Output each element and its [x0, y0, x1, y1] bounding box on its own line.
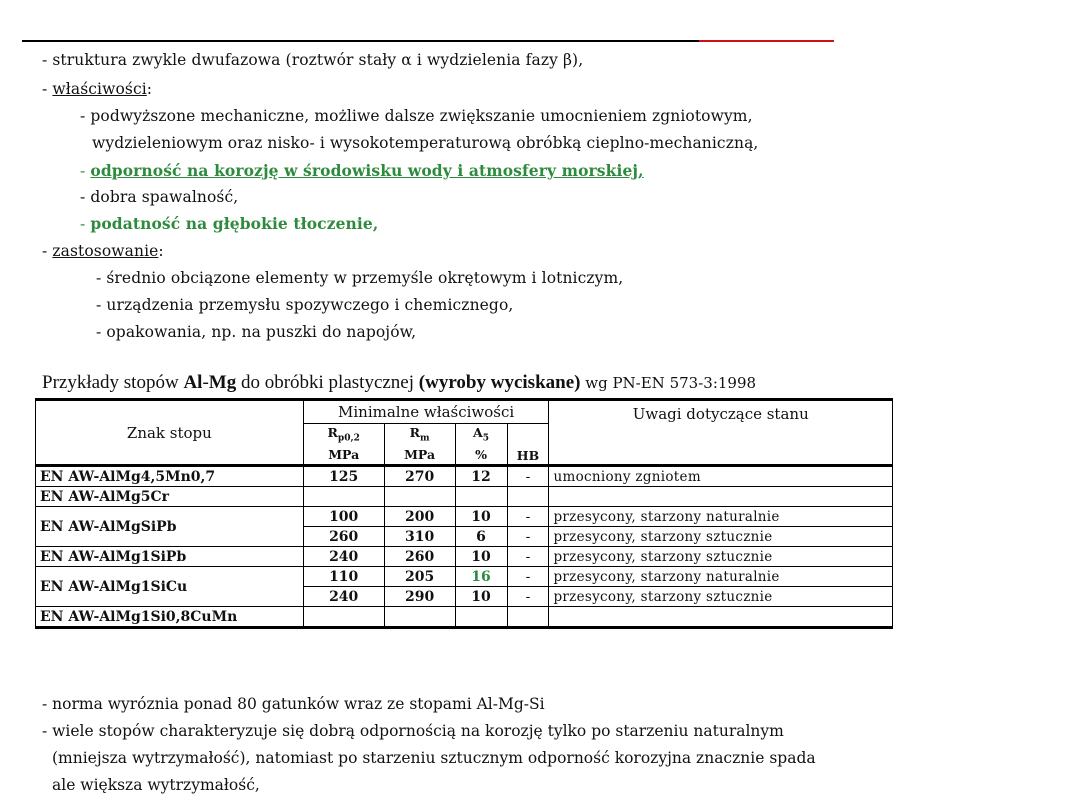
- state-note: [549, 487, 893, 507]
- rp-value: 260: [303, 527, 384, 547]
- footer-line-1: - norma wyróznia ponad 80 gatunków wraz ze stopami Al-Mg-Si: [42, 695, 545, 713]
- state-note: przesycony, starzony sztucznie: [549, 527, 893, 547]
- rm-value: 205: [384, 567, 455, 587]
- rm-value: 270: [384, 466, 455, 487]
- application-heading: [42, 241, 164, 261]
- title-mg: Mg: [208, 372, 237, 393]
- header-notes: Uwagi dotyczące stanu: [549, 400, 893, 466]
- footer-line-3: (mniejsza wytrzymałość), natomiast po starzeniu sztucznym odporność korozyjna znacznie spada: [52, 749, 816, 767]
- rm-value: 200: [384, 507, 455, 527]
- rp-value: 125: [303, 466, 384, 487]
- corrosion-text: odporność na korozję w środowisku wody i atmosfery morskiej,: [90, 161, 644, 180]
- table-row: [36, 547, 893, 567]
- footer-line-4: ale większa wytrzymałość,: [52, 776, 260, 794]
- hb-value: -: [507, 527, 549, 547]
- state-note: przesycony, starzony naturalnie: [549, 567, 893, 587]
- header-rm: $R_m$ MPa: [384, 424, 455, 466]
- bullet: -: [42, 242, 53, 260]
- a5-value: [455, 487, 507, 507]
- a5-value: 16: [455, 567, 507, 587]
- rp-value: 240: [303, 547, 384, 567]
- application-item-3: - opakowania, np. na puszki do napojów,: [96, 323, 417, 341]
- bullet: -: [42, 80, 53, 98]
- header-rp: $R_{p0,2}$ MPa: [303, 424, 384, 466]
- alloy-name: EN AW-AlMg1Si0,8CuMn: [36, 607, 304, 628]
- table-title: [42, 372, 756, 394]
- rm-value: [384, 487, 455, 507]
- a5-value: 10: [455, 507, 507, 527]
- table-row: [36, 507, 893, 527]
- header-min-properties: Minimalne właściwości: [303, 400, 549, 424]
- rm-value: 290: [384, 587, 455, 607]
- hb-value: -: [507, 587, 549, 607]
- table-title-norm: wg PN-EN 573-3:1998: [580, 374, 757, 392]
- a5-value: 10: [455, 547, 507, 567]
- footer-line-2: - wiele stopów charakteryzuje się dobrą odpornością na korozję tylko po starzeniu naturalnym: [42, 722, 784, 740]
- alloy-table: [35, 398, 893, 629]
- application-label: zastosowanie: [52, 242, 159, 260]
- hb-value: -: [507, 547, 549, 567]
- bullet: -: [80, 162, 91, 180]
- rp-value: [303, 487, 384, 507]
- hb-value: [507, 607, 549, 628]
- structure-line: - struktura zwykle dwufazowa (roztwór stały α i wydzielenia fazy β),: [42, 51, 584, 69]
- mechanical-line-2: wydzieleniowym oraz nisko- i wysokotemperaturową obróbką cieplno-mechaniczną,: [92, 134, 759, 152]
- table-row: [36, 607, 893, 628]
- rp-value: 100: [303, 507, 384, 527]
- hb-value: -: [507, 567, 549, 587]
- deep-drawing-line: [80, 214, 378, 234]
- header-alloy-name: Znak stopu: [36, 400, 304, 466]
- application-item-2: - urządzenia przemysłu spozywczego i chemicznego,: [96, 296, 514, 314]
- rm-value: 260: [384, 547, 455, 567]
- properties-label: właściwości: [52, 80, 147, 98]
- colon: :: [146, 80, 153, 98]
- header-a5-unit: %: [475, 446, 487, 462]
- alloy-name: EN AW-AlMg1SiCu: [36, 567, 304, 607]
- rm-value: 310: [384, 527, 455, 547]
- header-a5: $A_5$ %: [455, 424, 507, 466]
- header-rp-unit: MPa: [328, 446, 360, 462]
- state-note: [549, 607, 893, 628]
- a5-value: 6: [455, 527, 507, 547]
- alloy-name: EN AW-AlMg4,5Mn0,7: [36, 466, 304, 487]
- alloy-name: EN AW-AlMg1SiPb: [36, 547, 304, 567]
- corrosion-line: [80, 161, 644, 181]
- application-item-1: - średnio obciązone elementy w przemyśle okrętowym i lotniczym,: [96, 269, 624, 287]
- hb-value: -: [507, 507, 549, 527]
- a5-value: 12: [455, 466, 507, 487]
- properties-heading: [42, 79, 152, 99]
- header-rm-unit: MPa: [404, 446, 436, 462]
- table-row: [36, 567, 893, 587]
- table-row: [36, 487, 893, 507]
- rp-value: [303, 607, 384, 628]
- state-note: przesycony, starzony naturalnie: [549, 507, 893, 527]
- rp-value: 240: [303, 587, 384, 607]
- deep-drawing-text: podatność na głębokie tłoczenie,: [90, 214, 379, 233]
- a5-value: 10: [455, 587, 507, 607]
- mechanical-line-1: - podwyższone mechaniczne, możliwe dalsze zwiększanie umocnieniem zgniotowym,: [80, 107, 753, 125]
- title-product: (wyroby wyciskane): [418, 372, 581, 393]
- bullet: -: [80, 215, 91, 233]
- state-note: przesycony, starzony sztucznie: [549, 547, 893, 567]
- hb-value: [507, 487, 549, 507]
- table-header-row-1: [36, 400, 893, 424]
- alloy-name: EN AW-AlMgSiPb: [36, 507, 304, 547]
- weldability-line: - dobra spawalność,: [80, 188, 239, 206]
- top-rule-red-segment: [699, 40, 834, 42]
- title-al: Al: [183, 372, 203, 393]
- alloy-name: EN AW-AlMg5Cr: [36, 487, 304, 507]
- a5-value: [455, 607, 507, 628]
- colon: :: [158, 242, 164, 260]
- rp-value: 110: [303, 567, 384, 587]
- state-note: umocniony zgniotem: [549, 466, 893, 487]
- top-rule: [22, 40, 834, 42]
- header-hb: HB: [507, 424, 549, 466]
- hb-value: -: [507, 466, 549, 487]
- rm-value: [384, 607, 455, 628]
- state-note: przesycony, starzony sztucznie: [549, 587, 893, 607]
- table-title-main: Przykłady stopów Al-Mg do obróbki plastycznej (wyroby wyciskane): [42, 372, 581, 393]
- table-row: [36, 466, 893, 487]
